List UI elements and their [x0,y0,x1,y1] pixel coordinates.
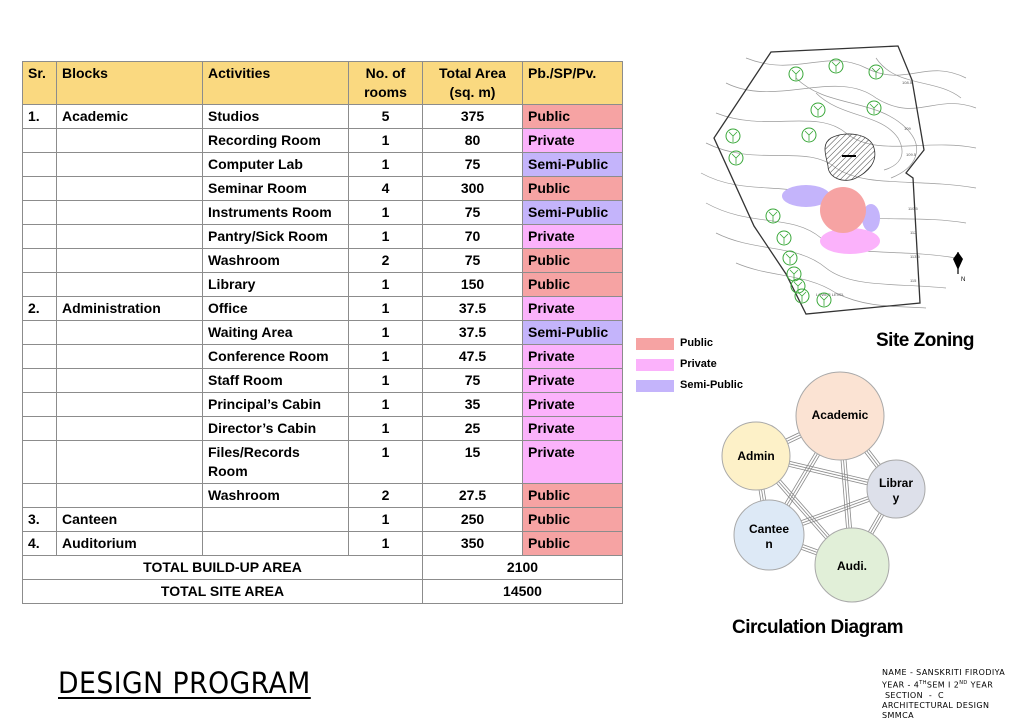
tree-icon [783,251,797,265]
cell-type: Public [523,105,623,129]
cell-sr [23,273,57,297]
cell-block [57,345,203,369]
circulation-node-canteen [734,500,804,570]
cell-sr [23,321,57,345]
tree-icon [777,231,791,245]
cell-area: 300 [423,177,523,201]
header-type: Pb./SP/Pv. [523,62,623,105]
cell-area: 80 [423,129,523,153]
cell-activity: Seminar Room [203,177,349,201]
cell-block: Academic [57,105,203,129]
legend-swatch [636,380,674,392]
cell-activity: Waiting Area [203,321,349,345]
cell-area: 70 [423,225,523,249]
node-label-line: y [892,491,900,505]
cell-area: 25 [423,417,523,441]
site-boundary [714,46,924,314]
cell-type: Private [523,225,623,249]
table-row [23,321,623,345]
cell-area: 150 [423,273,523,297]
contour-label: 109 [904,126,911,131]
total-row [23,556,623,580]
year-sup: ND [959,680,968,686]
cell-area: 75 [423,369,523,393]
cell-activity: Recording Room [203,129,349,153]
cell-rooms: 1 [349,369,423,393]
node-label: Academic [811,408,869,422]
total-label: TOTAL SITE AREA [23,580,423,604]
cell-block [57,249,203,273]
cell-type: Public [523,177,623,201]
cell-block: Auditorium [57,532,203,556]
circulation-node-library [867,460,925,518]
total-value: 14500 [423,580,623,604]
cell-sr: 2. [23,297,57,321]
cell-block [57,484,203,508]
table-header-row [23,62,623,105]
tree-icon [802,128,816,142]
year-sup: TH [919,680,927,686]
contour-label: LOWER LEVEL [816,292,845,297]
tree-icon [869,65,883,79]
table-row [23,484,623,508]
cell-rooms: 1 [349,417,423,441]
cell-rooms: 1 [349,508,423,532]
node-label-line: Librar [878,476,914,490]
cell-type: Private [523,417,623,441]
table-row [23,441,623,484]
cell-sr [23,345,57,369]
table-row [23,508,623,532]
cell-type: Semi-Public [523,153,623,177]
cell-type: Private [523,369,623,393]
cell-activity: Computer Lab [203,153,349,177]
table-row [23,393,623,417]
year-mid: SEM I 2 [926,680,960,690]
cell-activity: Files/Records Room [203,441,349,484]
circulation-node-audi [815,528,889,602]
design-program-table [22,61,623,604]
cell-sr [23,153,57,177]
table-row [23,105,623,129]
header-area: Total Area (sq. m) [423,62,523,105]
table-row [23,345,623,369]
legend-label: Private [680,358,717,370]
cell-area: 375 [423,105,523,129]
cell-area: 75 [423,201,523,225]
cell-type: Public [523,532,623,556]
cell-rooms: 1 [349,225,423,249]
cell-sr [23,484,57,508]
tree-icon [791,279,805,293]
legend-swatch [636,359,674,371]
student-year [882,678,1005,691]
cell-sr [23,369,57,393]
table-row [23,532,623,556]
cell-block [57,393,203,417]
tree-group [726,59,883,307]
contour-label: 113.5 [910,254,920,259]
cell-area: 350 [423,532,523,556]
cell-type: Semi-Public [523,201,623,225]
cell-rooms: 1 [349,321,423,345]
cell-rooms: 2 [349,249,423,273]
table-row [23,369,623,393]
cell-area: 35 [423,393,523,417]
cell-type: Public [523,249,623,273]
cell-area: 15 [423,441,523,484]
contour-label: 112 [910,230,917,235]
north-label: N [961,277,966,283]
contour-label: 115 [910,278,917,283]
table-body [23,105,623,604]
cell-activity: Studios [203,105,349,129]
zone-public [820,187,866,233]
header-rooms: No. of rooms [349,62,423,105]
year-prefix: YEAR - 4 [882,680,920,690]
cell-type: Private [523,393,623,417]
total-value: 2100 [423,556,623,580]
cell-rooms: 1 [349,153,423,177]
circulation-node-admin [722,422,790,490]
design-program-title: DESIGN PROGRAM [58,666,311,700]
cell-activity: Office [203,297,349,321]
tree-icon [789,67,803,81]
cell-rooms: 2 [349,484,423,508]
cell-rooms: 1 [349,441,423,484]
cell-rooms: 1 [349,297,423,321]
student-course: ARCHITECTURAL DESIGN [882,700,990,710]
cell-area: 75 [423,153,523,177]
total-label: TOTAL BUILD-UP AREA [23,556,423,580]
cell-block [57,177,203,201]
circulation-node-academic [796,372,884,460]
cell-area: 27.5 [423,484,523,508]
north-arrow-icon [953,252,965,283]
table-row [23,177,623,201]
site-zoning-plan [676,38,996,320]
cell-sr [23,393,57,417]
tree-icon [766,209,780,223]
table-row [23,225,623,249]
cell-block [57,369,203,393]
cell-block [57,153,203,177]
cell-sr [23,441,57,484]
cell-activity: Washroom [203,249,349,273]
header-activities: Activities [203,62,349,105]
cell-rooms: 1 [349,129,423,153]
cell-type: Private [523,345,623,369]
cell-type: Private [523,129,623,153]
existing-structure [825,134,875,180]
cell-area: 75 [423,249,523,273]
table-row [23,273,623,297]
cell-block [57,273,203,297]
contour-label: 108.5 [902,80,913,85]
cell-sr [23,129,57,153]
cell-block [57,441,203,484]
cell-type: Private [523,297,623,321]
cell-activity: Washroom [203,484,349,508]
cell-activity: Library [203,273,349,297]
circulation-diagram-title: Circulation Diagram [732,617,904,638]
cell-area: 37.5 [423,297,523,321]
cell-type: Private [523,441,623,484]
node-label-line: Cantee [748,522,790,536]
cell-block [57,129,203,153]
cell-activity: Pantry/Sick Room [203,225,349,249]
table-row [23,153,623,177]
student-name: NAME - SANSKRITI FIRODIYA [882,668,1006,677]
cell-area: 250 [423,508,523,532]
cell-block [57,201,203,225]
cell-sr [23,177,57,201]
cell-rooms: 1 [349,273,423,297]
cell-block [57,417,203,441]
student-info-block [882,668,1005,721]
table-row [23,249,623,273]
contour-label: 109.5 [906,152,917,157]
table-row [23,417,623,441]
legend-label: Public [680,337,714,349]
year-suffix: YEAR [967,680,994,690]
cell-sr [23,417,57,441]
cell-activity [203,508,349,532]
tree-icon [726,129,740,143]
cell-type: Semi-Public [523,321,623,345]
cell-block: Administration [57,297,203,321]
cell-rooms: 4 [349,177,423,201]
cell-sr [23,249,57,273]
node-label: Audi. [837,559,867,573]
legend-swatch [636,338,674,350]
header-blocks: Blocks [57,62,203,105]
cell-block [57,321,203,345]
cell-type: Public [523,273,623,297]
cell-sr [23,201,57,225]
cell-rooms: 1 [349,201,423,225]
cell-type: Public [523,484,623,508]
contour-label: 110.5 [908,206,918,211]
table-row [23,201,623,225]
cell-sr: 1. [23,105,57,129]
header-sr: Sr. [23,62,57,105]
cell-area: 47.5 [423,345,523,369]
cell-sr [23,225,57,249]
cell-activity: Staff Room [203,369,349,393]
legend-label: Semi-Public [680,379,743,391]
cell-block [57,225,203,249]
cell-activity: Principal’s Cabin [203,393,349,417]
circulation-diagram [700,360,940,610]
cell-sr: 3. [23,508,57,532]
cell-rooms: 5 [349,105,423,129]
student-section: SECTION - C [882,690,945,700]
cell-rooms: 1 [349,345,423,369]
table-row [23,297,623,321]
cell-activity: Instruments Room [203,201,349,225]
site-zoning-title: Site Zoning [876,330,974,351]
cell-type: Public [523,508,623,532]
node-label: Admin [737,449,775,463]
cell-area: 37.5 [423,321,523,345]
cell-activity: Director’s Cabin [203,417,349,441]
cell-activity [203,532,349,556]
cell-rooms: 1 [349,393,423,417]
cell-activity: Conference Room [203,345,349,369]
cell-sr: 4. [23,532,57,556]
total-row [23,580,623,604]
cell-block: Canteen [57,508,203,532]
node-label-line: n [765,537,773,551]
table-row [23,129,623,153]
cell-rooms: 1 [349,532,423,556]
tree-icon [811,103,825,117]
student-school: SMMCA [882,710,914,720]
